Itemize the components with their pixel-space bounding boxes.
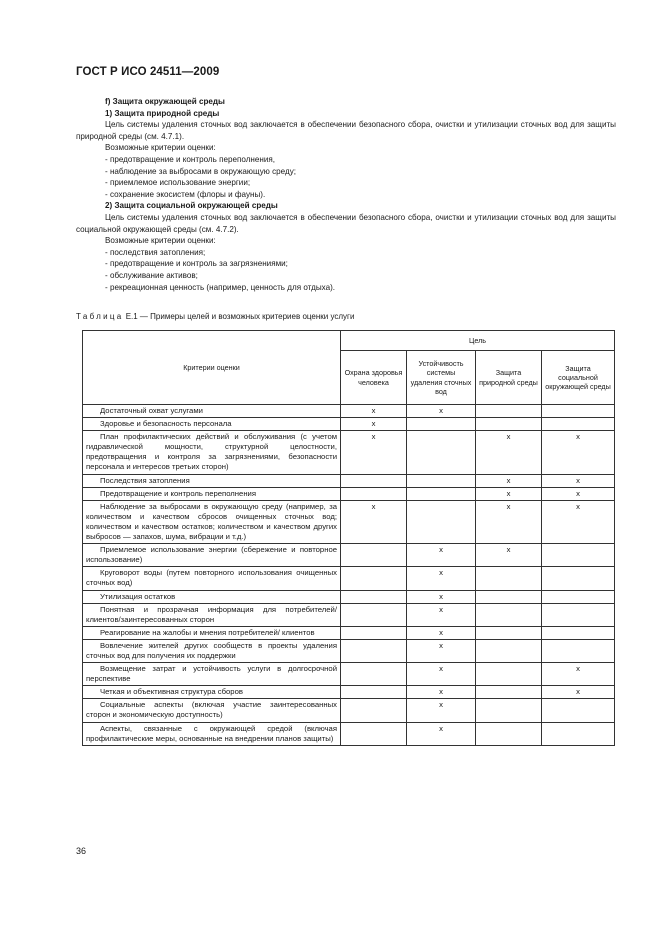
table-row [83, 487, 615, 500]
criterion-cell: Четкая и объективная структура сборов [83, 686, 341, 699]
mark-cell [542, 699, 615, 722]
mark-cell: x [407, 699, 476, 722]
header-goal: Цель [341, 331, 615, 351]
mark-cell [542, 590, 615, 603]
mark-cell: x [542, 474, 615, 487]
mark-cell: x [407, 686, 476, 699]
mark-cell [341, 626, 407, 639]
mark-cell [542, 639, 615, 662]
mark-cell: x [407, 722, 476, 745]
table-row [83, 699, 615, 722]
mark-cell [542, 405, 615, 418]
mark-cell: x [341, 418, 407, 431]
criterion-cell: Возмещение затрат и устойчивость услуги в долгосрочной перспективе [83, 663, 341, 686]
mark-cell [341, 699, 407, 722]
mark-cell: x [542, 663, 615, 686]
mark-cell: x [476, 544, 542, 567]
subsection-heading: 2) Защита социальной окружающей среды [105, 201, 278, 211]
mark-cell: x [407, 663, 476, 686]
criterion-cell: Предотвращение и контроль переполнения [83, 487, 341, 500]
mark-cell [542, 544, 615, 567]
mark-cell [407, 487, 476, 500]
criteria-intro: Возможные критерии оценки: [105, 236, 216, 246]
table-row [83, 418, 615, 431]
mark-cell: x [476, 431, 542, 474]
mark-cell: x [407, 590, 476, 603]
criterion-cell: Достаточный охват услугами [83, 405, 341, 418]
table-row [83, 639, 615, 662]
mark-cell [542, 418, 615, 431]
criteria-intro: Возможные критерии оценки: [105, 143, 216, 153]
mark-cell: x [542, 431, 615, 474]
mark-cell [542, 603, 615, 626]
criteria-table [82, 330, 615, 746]
mark-cell [341, 686, 407, 699]
list-item: - приемлемое использование энергии; [105, 178, 251, 188]
mark-cell [542, 567, 615, 590]
paragraph: Цель системы удаления сточных вод заключается в обеспечении безопасного сбора, очистки и утилизации сточных вод для защиты природной среды (см. 4.7.1). [76, 120, 616, 141]
mark-cell: x [407, 405, 476, 418]
mark-cell [476, 418, 542, 431]
table-row [83, 590, 615, 603]
mark-cell: x [341, 500, 407, 543]
criterion-cell: Понятная и прозрачная информация для потребителей/ клиентов/заинтересованных сторон [83, 603, 341, 626]
document-header: ГОСТ Р ИСО 24511—2009 [76, 66, 220, 78]
mark-cell [542, 722, 615, 745]
list-item: - сохранение экосистем (флоры и фауны). [105, 189, 266, 199]
list-item: - предотвращение и контроль за загрязнениями; [105, 259, 288, 269]
header-goal-column: Защита социальной окружающей среды [542, 351, 615, 405]
list-item: - рекреационная ценность (например, ценность для отдыха). [105, 282, 336, 292]
header-criteria: Критерии оценки [83, 331, 341, 405]
criterion-cell: Вовлечение жителей других сообществ в проекты удаления сточных вод для получения их поддержки [83, 639, 341, 662]
table-row [83, 626, 615, 639]
mark-cell [341, 639, 407, 662]
mark-cell [341, 487, 407, 500]
mark-cell [476, 567, 542, 590]
table-row [83, 603, 615, 626]
criterion-cell: Социальные аспекты (включая участие заинтересованных сторон и экономическую доступность) [83, 699, 341, 722]
table-row [83, 474, 615, 487]
mark-cell [407, 418, 476, 431]
mark-cell: x [542, 686, 615, 699]
criterion-cell: Здоровье и безопасность персонала [83, 418, 341, 431]
mark-cell [542, 626, 615, 639]
mark-cell: x [407, 603, 476, 626]
criterion-cell: Круговорот воды (путем повторного использования очищенных сточных вод) [83, 567, 341, 590]
mark-cell [341, 590, 407, 603]
list-item: - наблюдение за выбросами в окружающую среду; [105, 166, 296, 176]
mark-cell [341, 603, 407, 626]
mark-cell [476, 639, 542, 662]
mark-cell: x [542, 487, 615, 500]
mark-cell [476, 603, 542, 626]
table-caption-text: Е.1 — Примеры целей и возможных критериев оценки услуги [125, 312, 355, 321]
mark-cell [407, 500, 476, 543]
list-item: - последствия затопления; [105, 247, 206, 257]
criterion-cell: Наблюдение за выбросами в окружающую среду (например, за количеством и качеством сбросов очищенных сточных вод; количеством и качеством остатков; количеством и качеством других выбросов — запахов, шума, вибрации и т.д.) [83, 500, 341, 543]
mark-cell [476, 663, 542, 686]
mark-cell: x [542, 500, 615, 543]
table-caption-label: Таблица [76, 312, 124, 321]
table-row [83, 544, 615, 567]
section-heading: f) Защита окружающей среды [105, 97, 225, 106]
mark-cell: x [407, 567, 476, 590]
mark-cell [476, 405, 542, 418]
mark-cell [341, 567, 407, 590]
mark-cell [341, 474, 407, 487]
table-body [83, 405, 615, 746]
paragraph: Цель системы удаления сточных вод заключается в обеспечении безопасного сбора, очистки и утилизации сточных вод для защиты социальной окружающей среды (см. 4.7.2). [76, 212, 616, 234]
criterion-cell: Утилизация остатков [83, 590, 341, 603]
criterion-cell: Приемлемое использование энергии (сбережение и повторное использование) [83, 544, 341, 567]
header-goal-column: Устойчивость системы удаления сточных вод [407, 351, 476, 405]
criterion-cell: Аспекты, связанные с окружающей средой (включая профилактические меры, основанные на внедрении планов защиты) [83, 722, 341, 745]
mark-cell [476, 626, 542, 639]
mark-cell [476, 590, 542, 603]
criterion-cell: Реагирование на жалобы и мнения потребителей/ клиентов [83, 626, 341, 639]
mark-cell: x [476, 474, 542, 487]
mark-cell: x [341, 431, 407, 474]
list-item: - обслуживание активов; [105, 270, 198, 280]
mark-cell: x [476, 500, 542, 543]
mark-cell: x [476, 487, 542, 500]
mark-cell [407, 431, 476, 474]
mark-cell: x [341, 405, 407, 418]
mark-cell [341, 722, 407, 745]
table-caption [76, 312, 354, 321]
table-row [83, 567, 615, 590]
mark-cell [476, 699, 542, 722]
mark-cell [341, 663, 407, 686]
table-row [83, 686, 615, 699]
mark-cell [476, 722, 542, 745]
mark-cell [407, 474, 476, 487]
table-row [83, 431, 615, 474]
mark-cell [341, 544, 407, 567]
list-item: - предотвращение и контроль переполнения, [105, 154, 276, 164]
section-body [76, 96, 616, 293]
table-row [83, 500, 615, 543]
table-row [83, 722, 615, 745]
mark-cell: x [407, 639, 476, 662]
mark-cell [476, 686, 542, 699]
mark-cell: x [407, 626, 476, 639]
table-row [83, 663, 615, 686]
criterion-cell: План профилактических действий и обслуживания (с учетом гидравлической мощности, структурной целостности, предотвращения и контроля за загрязнениями, безопасности персонала и интересов третьих сторон) [83, 431, 341, 474]
criterion-cell: Последствия затопления [83, 474, 341, 487]
page-number: 36 [76, 846, 87, 856]
table-row [83, 405, 615, 418]
subsection-heading: 1) Защита природной среды [105, 108, 220, 118]
header-goal-column: Защита природной среды [476, 351, 542, 405]
mark-cell: x [407, 544, 476, 567]
header-goal-column: Охрана здоровья человека [341, 351, 407, 405]
